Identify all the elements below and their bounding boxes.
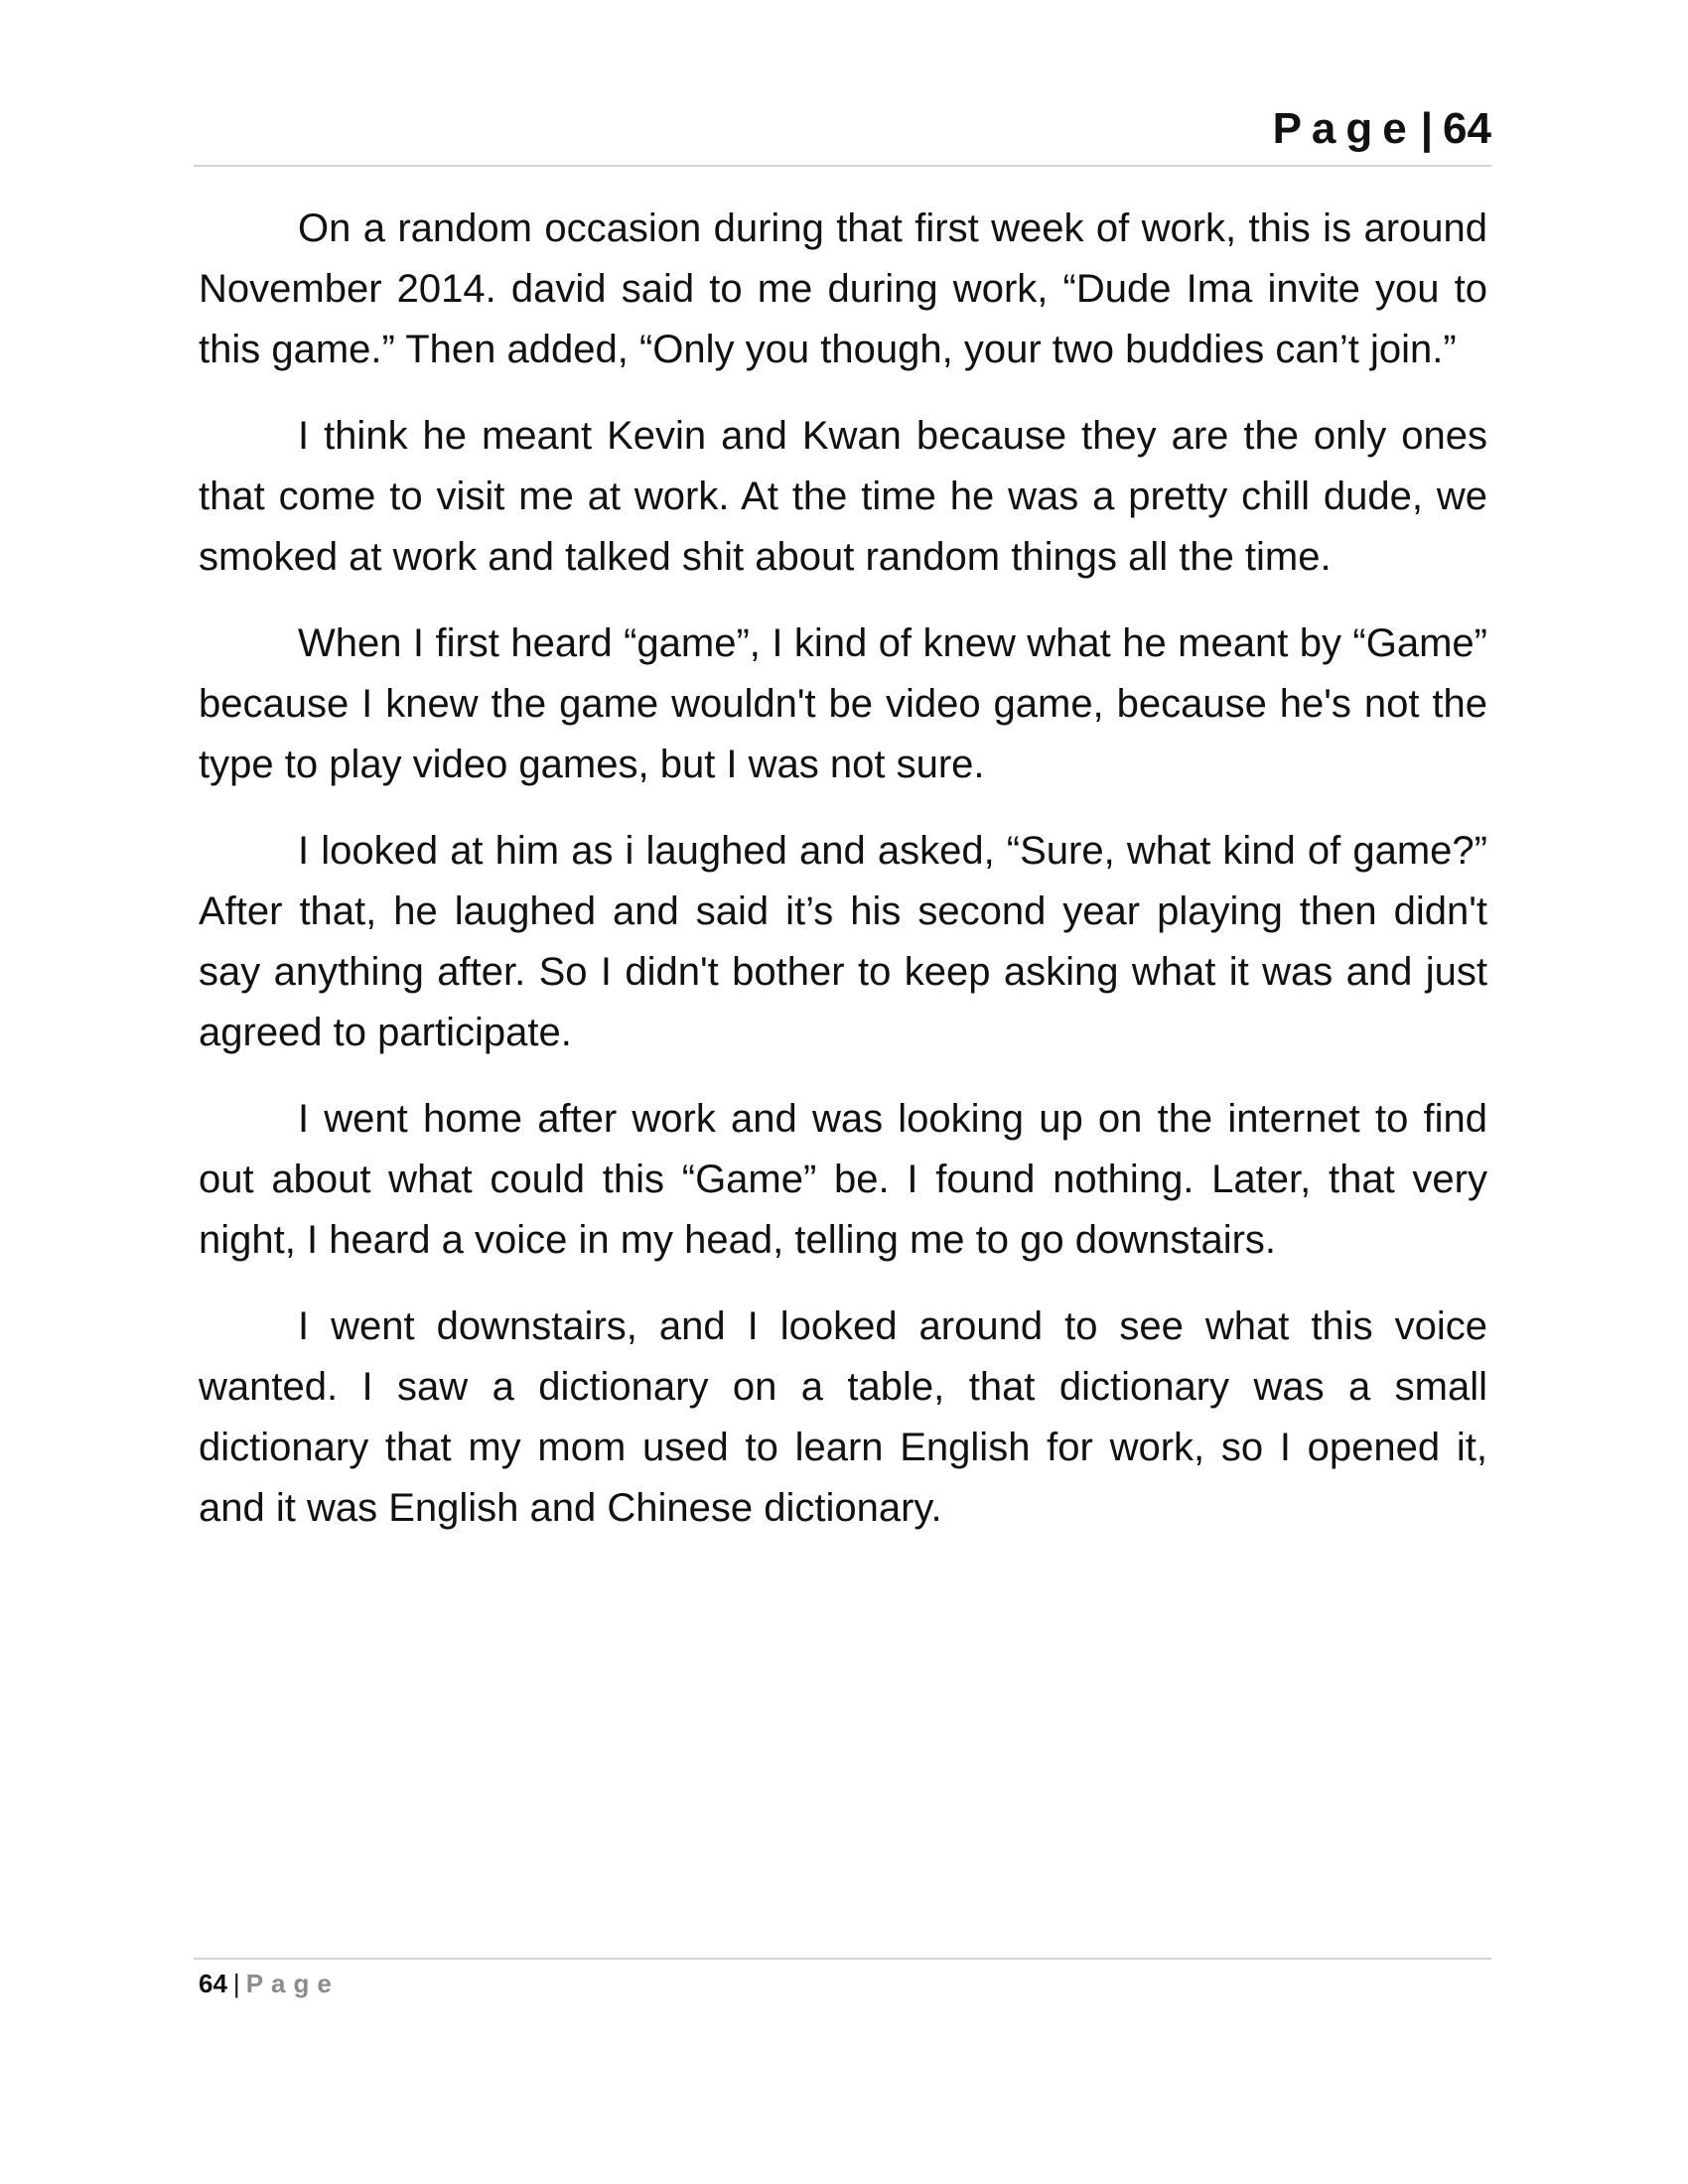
header-divider <box>194 165 1491 167</box>
paragraph-3: When I first heard “game”, I kind of knew what he meant by “Game” because I knew the game wouldn't be video game, because he's not the type to play video games, but I was not sure. <box>199 621 1487 786</box>
footer-page-number: 64 <box>199 1969 227 1998</box>
header-page-number: 64 <box>1443 104 1491 153</box>
page-footer <box>199 1966 340 2001</box>
footer-divider <box>194 1958 1491 1960</box>
paragraph-6: I went downstairs, and I looked around to see what this voice wanted. I saw a dictionary on a table, that dictionary was a small dictionary that my mom used to learn English for work, so I opened it, and it was English and Chinese dictionary. <box>199 1304 1487 1530</box>
paragraph-2: I think he meant Kevin and Kwan because they are the only ones that come to visit me at work. At the time he was a pretty chill dude, we smoked at work and talked shit about random things all the time. <box>199 414 1487 579</box>
paragraph-1: On a random occasion during that first week of work, this is around November 2014. david said to me during work, “Dude Ima invite you to this game.” Then added, “Only you though, your two buddies can’t join.” <box>199 206 1487 371</box>
footer-separator: | <box>232 1969 240 1998</box>
paragraph-4: I looked at him as i laughed and asked, “Sure, what kind of game?” After that, he laughed and said it’s his second year playing then didn't say anything after. So I didn't bother to keep asking what it was and just agreed to participate. <box>199 829 1487 1054</box>
paragraph-5: I went home after work and was looking up on the internet to find out about what could this “Game” be. I found nothing. Later, that very night, I heard a voice in my head, telling me to go downstairs. <box>199 1097 1487 1262</box>
footer-page-word: Page <box>245 1969 340 1998</box>
header-page-word: Page <box>1272 104 1417 153</box>
header-separator: | <box>1420 104 1434 153</box>
body-text <box>199 199 1487 1539</box>
page-header <box>194 99 1491 159</box>
